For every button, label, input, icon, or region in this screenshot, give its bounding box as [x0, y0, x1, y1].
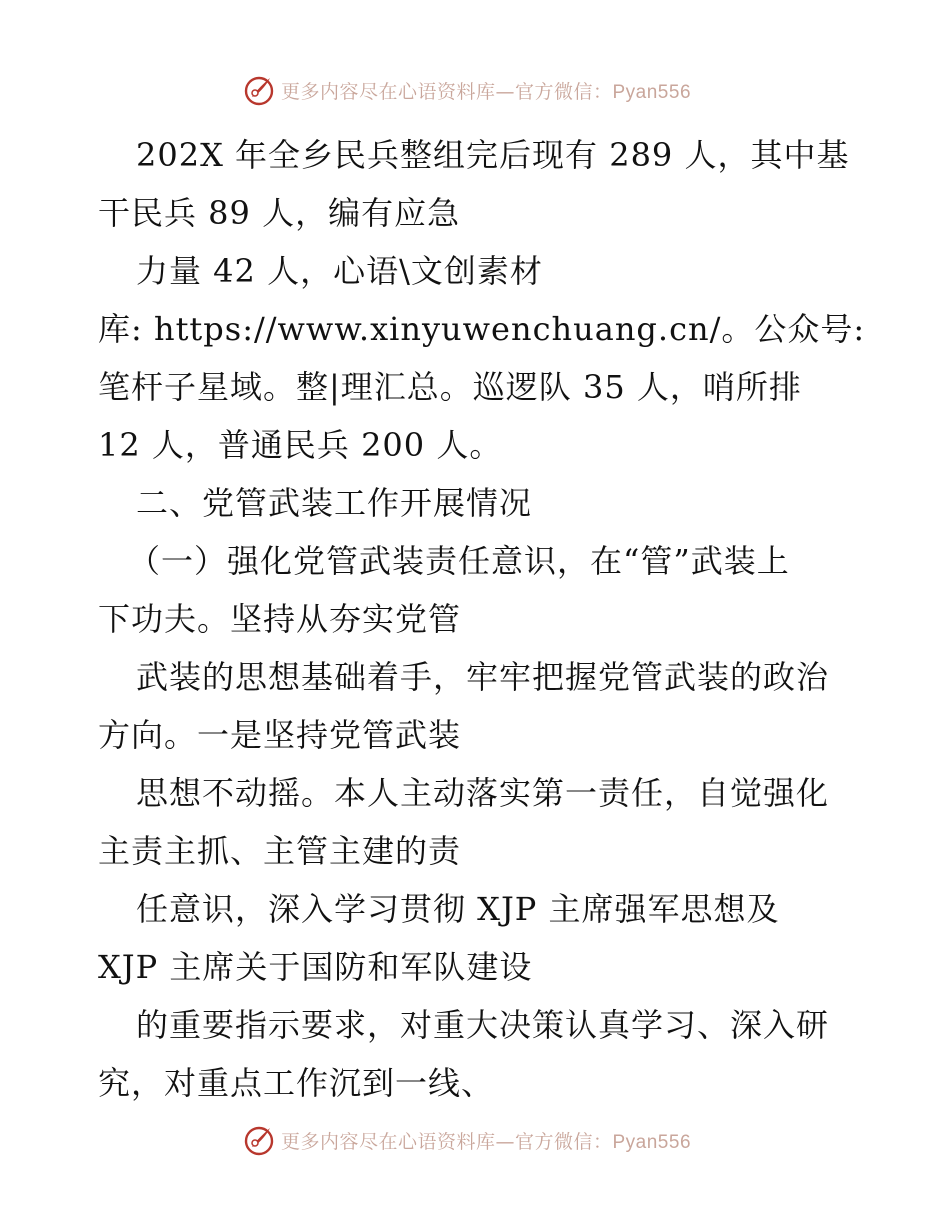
- footer-banner: [0, 1120, 950, 1160]
- paragraph-line: 思想不动摇。本人主动落实第一责任，自觉强化: [136, 774, 830, 812]
- header-banner-text: 更多内容尽在心语资料库—官方微信：Pyan556: [280, 80, 692, 103]
- subsection-heading: （一）强化党管武装责任意识，在“管”武装上: [128, 542, 790, 580]
- paragraph-line: 力量 42 人，心语\文创素材: [136, 252, 543, 290]
- paragraph-line: 武装的思想基础着手，牢牢把握党管武装的政治: [136, 658, 830, 696]
- section-heading: 二、党管武装工作开展情况: [136, 484, 533, 522]
- paragraph-line: 库: https://www.xinyuwenchuang.cn/。公众号:: [98, 310, 866, 348]
- paragraph-line: 方向。一是坚持党管武装: [98, 716, 462, 754]
- paragraph-line: 干民兵 89 人，编有应急: [98, 194, 461, 232]
- paragraph-line: 12 人，普通民兵 200 人。: [98, 426, 503, 464]
- paragraph-line: 下功夫。坚持从夯实党管: [98, 600, 462, 638]
- paragraph-line: 笔杆子星域。整|理汇总。巡逻队 35 人，哨所排: [98, 368, 802, 406]
- header-banner: [0, 70, 950, 110]
- paragraph-line: 的重要指示要求，对重大决策认真学习、深入研: [136, 1006, 830, 1044]
- paragraph-line: XJP 主席关于国防和军队建设: [98, 948, 533, 986]
- footer-banner-text: 更多内容尽在心语资料库—官方微信：Pyan556: [280, 1130, 692, 1153]
- paragraph-line: 任意识，深入学习贯彻 XJP 主席强军思想及: [136, 890, 780, 928]
- paragraph-line: 究，对重点工作沉到一线、: [98, 1064, 495, 1102]
- quill-seal-icon: [243, 74, 275, 106]
- document-body: [98, 126, 866, 1112]
- paragraph-line: 主责主抓、主管主建的责: [98, 832, 462, 870]
- paragraph-line: 202X 年全乡民兵整组完后现有 289 人，其中基: [136, 136, 850, 174]
- quill-seal-icon: [243, 1124, 275, 1156]
